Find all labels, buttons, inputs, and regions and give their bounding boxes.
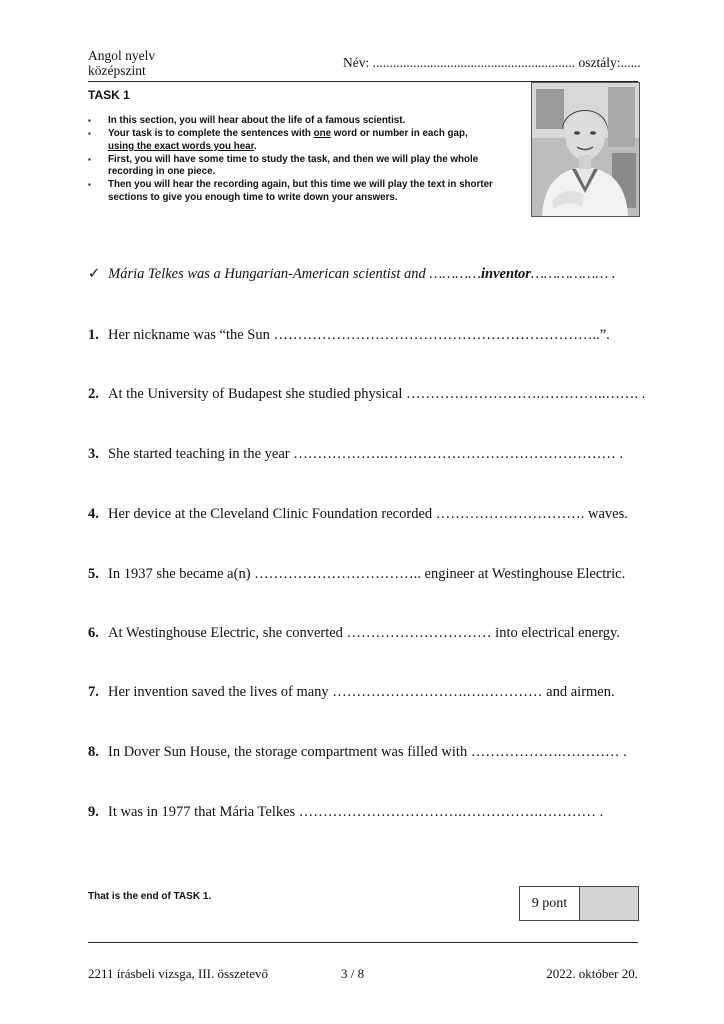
footer-date: 2022. október 20. [546, 966, 638, 981]
question-text: At the University of Budapest she studied physical ……………………….…………..……. . [108, 386, 646, 402]
example-text: Mária Telkes was a Hungarian-American scientist and ………… [108, 266, 481, 282]
question-number: 5. [88, 566, 99, 582]
subject-line-1: Angol nyelv [88, 48, 156, 63]
instruction-emphasis: using the exact words you hear [108, 140, 254, 152]
instruction-text: First, you will have some time to study the task, and then we will play the whole recording in one piece. [108, 153, 479, 178]
end-of-task-text: That is the end of TASK 1. [88, 891, 212, 902]
portrait-photo-icon [532, 83, 639, 216]
instruction-emphasis: one [313, 128, 332, 140]
score-entry-field[interactable] [580, 887, 638, 920]
question-number: 4. [88, 506, 99, 522]
checkmark-icon: ✓ [88, 266, 101, 282]
question-4 [88, 506, 628, 523]
question-text: She started teaching in the year ……………….………………………………………… . [108, 446, 624, 462]
task-title: TASK 1 [88, 88, 130, 102]
score-box [519, 886, 639, 921]
instruction-item [88, 179, 518, 204]
question-number: 7. [88, 684, 99, 700]
subject-header [88, 48, 155, 78]
question-9 [88, 804, 603, 821]
question-number: 6. [88, 625, 99, 641]
footer-divider [88, 942, 638, 943]
example-sentence [88, 266, 616, 283]
question-6 [88, 625, 620, 642]
question-text: Her device at the Cleveland Clinic Foundation recorded …………………………. waves. [108, 506, 628, 522]
instruction-item [88, 128, 518, 153]
instruction-text: Your task is to complete the sentences with [108, 128, 314, 140]
question-5 [88, 566, 625, 583]
question-number: 9. [88, 804, 99, 820]
footer-page-number: 3 / 8 [341, 966, 365, 981]
portrait-photo [531, 82, 640, 217]
question-text: In 1937 she became a(n) …………………………….. engineer at Westinghouse Electric. [108, 566, 626, 582]
question-2 [88, 386, 645, 403]
instruction-list [88, 115, 518, 205]
footer-exam-code: 2211 írásbeli vizsga, III. összetevő [88, 966, 269, 981]
question-text: At Westinghouse Electric, she converted ………………………… into electrical energy. [108, 625, 620, 641]
question-number: 8. [88, 744, 99, 760]
question-number: 3. [88, 446, 99, 462]
instruction-item [88, 154, 518, 179]
question-7 [88, 684, 615, 701]
subject-line-2: középszint [88, 63, 146, 78]
name-class-field: Név: ............................................................ osztály:...... [343, 55, 641, 70]
instruction-text: In this section, you will hear about the life of a famous scientist. [108, 115, 406, 126]
question-number: 1. [88, 327, 99, 343]
question-8 [88, 744, 627, 761]
question-text: It was in 1977 that Mária Telkes …………………………….…………….………… . [108, 804, 604, 820]
question-number: 2. [88, 386, 99, 402]
question-3 [88, 446, 623, 463]
instruction-text: word or number in each gap, [331, 128, 468, 140]
instruction-text: Then you will hear the recording again, but this time we will play the text in shorter sections to give you enough time to write down your answers. [108, 179, 493, 204]
question-text: Her nickname was “the Sun …………………………………………………………..”. [108, 327, 610, 343]
example-text-end: ……………… . [530, 266, 616, 282]
example-answer: inventor [481, 266, 531, 282]
question-text: Her invention saved the lives of many ……………………….….………… and airmen. [108, 684, 615, 700]
question-1 [88, 327, 610, 344]
question-text: In Dover Sun House, the storage compartment was filled with ……………….………… . [108, 744, 627, 760]
instruction-text: . [253, 140, 257, 152]
instruction-item [88, 115, 518, 128]
score-label: 9 pont [520, 887, 580, 920]
